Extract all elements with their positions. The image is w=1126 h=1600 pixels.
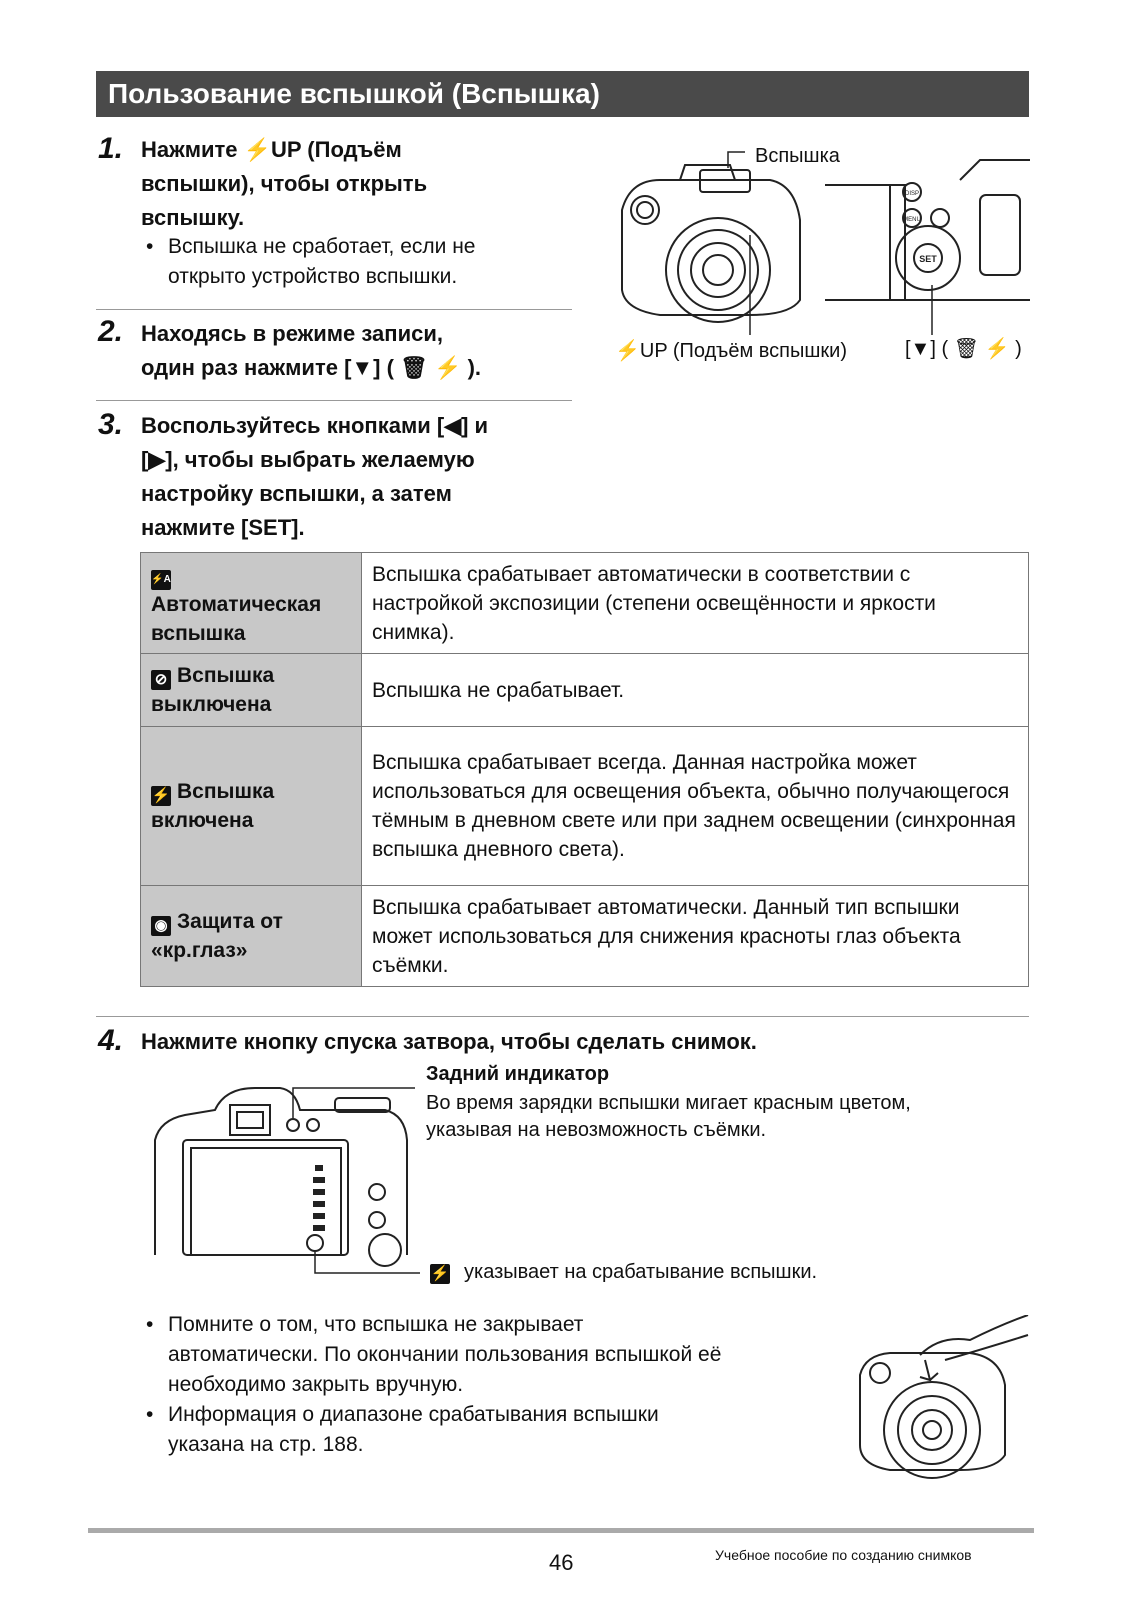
camera-rear-illustration — [145, 1080, 425, 1280]
step-2-text: Находясь в режиме записи, один раз нажмите [▼] ( 🗑 ⚡ ). — [141, 321, 482, 380]
flash-off-icon: ⊘ — [151, 670, 171, 690]
note-1: Помните о том, что вспышка не закрывает автоматически. По окончании пользования вспышкой её необходимо закрыть вручную. — [168, 1313, 722, 1396]
page-number: 46 — [549, 1550, 574, 1575]
svg-text:DISP: DISP — [904, 191, 920, 197]
table-row — [141, 886, 1029, 987]
divider — [96, 309, 572, 310]
footer-section-title: Учебное пособие по созданию снимков — [715, 1547, 972, 1563]
table-row — [141, 654, 1029, 727]
page-title: Пользование вспышкой (Вспышка) — [96, 71, 1029, 117]
rear-indicator-description: Во время зарядки вспышки мигает красным цветом, указывая на невозможность съёмки. — [426, 1092, 911, 1141]
note-2: Информация о диапазоне срабатывания вспышки указана на стр. 188. — [168, 1403, 659, 1456]
mode-name-off: ⊘ Вспышка выключена — [141, 654, 362, 727]
mode-name-redeye: ◉ Защита от «кр.глаз» — [141, 886, 362, 987]
mode-desc-on: Вспышка срабатывает всегда. Данная настройка может использоваться для освещения объекта, обычно получающегося тёмным в дневном свете или при заднем освещении (синхронная вспышка дневного света). — [362, 727, 1029, 886]
red-eye-icon: ◉ — [151, 916, 171, 936]
mode-desc-off: Вспышка не срабатывает. — [362, 654, 1029, 727]
step-3-text: Воспользуйтесь кнопками [◀] и [▶], чтобы выбрать желаемую настройку вспышки, а затем нажмите [SET]. — [141, 413, 489, 540]
divider — [96, 1016, 1029, 1017]
footer-rule — [88, 1528, 1034, 1533]
label-flash: Вспышка — [755, 145, 840, 167]
svg-text:SET: SET — [919, 254, 937, 264]
note-2-bullet-mark: • — [146, 1403, 154, 1426]
flash-icon-caption: указывает на срабатывание вспышки. — [464, 1261, 818, 1283]
step-3-number: 3. — [98, 408, 124, 441]
step-1-number: 1. — [98, 132, 124, 165]
step-4-number: 4. — [98, 1024, 124, 1057]
table-row — [141, 553, 1029, 654]
svg-text:MENU: MENU — [903, 217, 921, 223]
mode-desc-redeye: Вспышка срабатывает автоматически. Данный тип вспышки может использоваться для снижения красноты глаз объекта съёмки. — [362, 886, 1029, 987]
note-1-bullet-mark: • — [146, 1313, 154, 1336]
flash-auto-icon: ⚡A — [151, 570, 171, 590]
step-4-text: Нажмите кнопку спуска затвора, чтобы сделать снимок. — [141, 1029, 757, 1054]
hand-closing-flash-illustration — [850, 1315, 1030, 1505]
rear-indicator-title: Задний индикатор — [426, 1063, 610, 1085]
mode-name-auto: ⚡A Автоматическая вспышка — [141, 553, 362, 654]
flash-on-icon: ⚡ — [430, 1265, 450, 1282]
flash-on-icon: ⚡ — [151, 787, 171, 804]
flash-modes-table — [140, 552, 1029, 987]
step-1-bullet-mark: • — [146, 235, 154, 258]
divider — [96, 400, 572, 401]
step-1-bullet: Вспышка не сработает, если не открыто устройство вспышки. — [168, 235, 476, 288]
step-2-number: 2. — [98, 315, 124, 348]
label-down-button: [▼] ( 🗑 ⚡ ) — [905, 338, 1022, 360]
mode-desc-auto: Вспышка срабатывает автоматически в соответствии с настройкой экспозиции (степени освещённости и яркости снимка). — [362, 553, 1029, 654]
mode-name-on: ⚡ Вспышка включена — [141, 727, 362, 886]
table-row — [141, 727, 1029, 886]
label-flash-up-button: ⚡UP (Подъём вспышки) — [615, 340, 847, 362]
step-1-text: Нажмите ⚡UP (Подъём вспышки), чтобы открыть вспышку. — [141, 137, 428, 230]
